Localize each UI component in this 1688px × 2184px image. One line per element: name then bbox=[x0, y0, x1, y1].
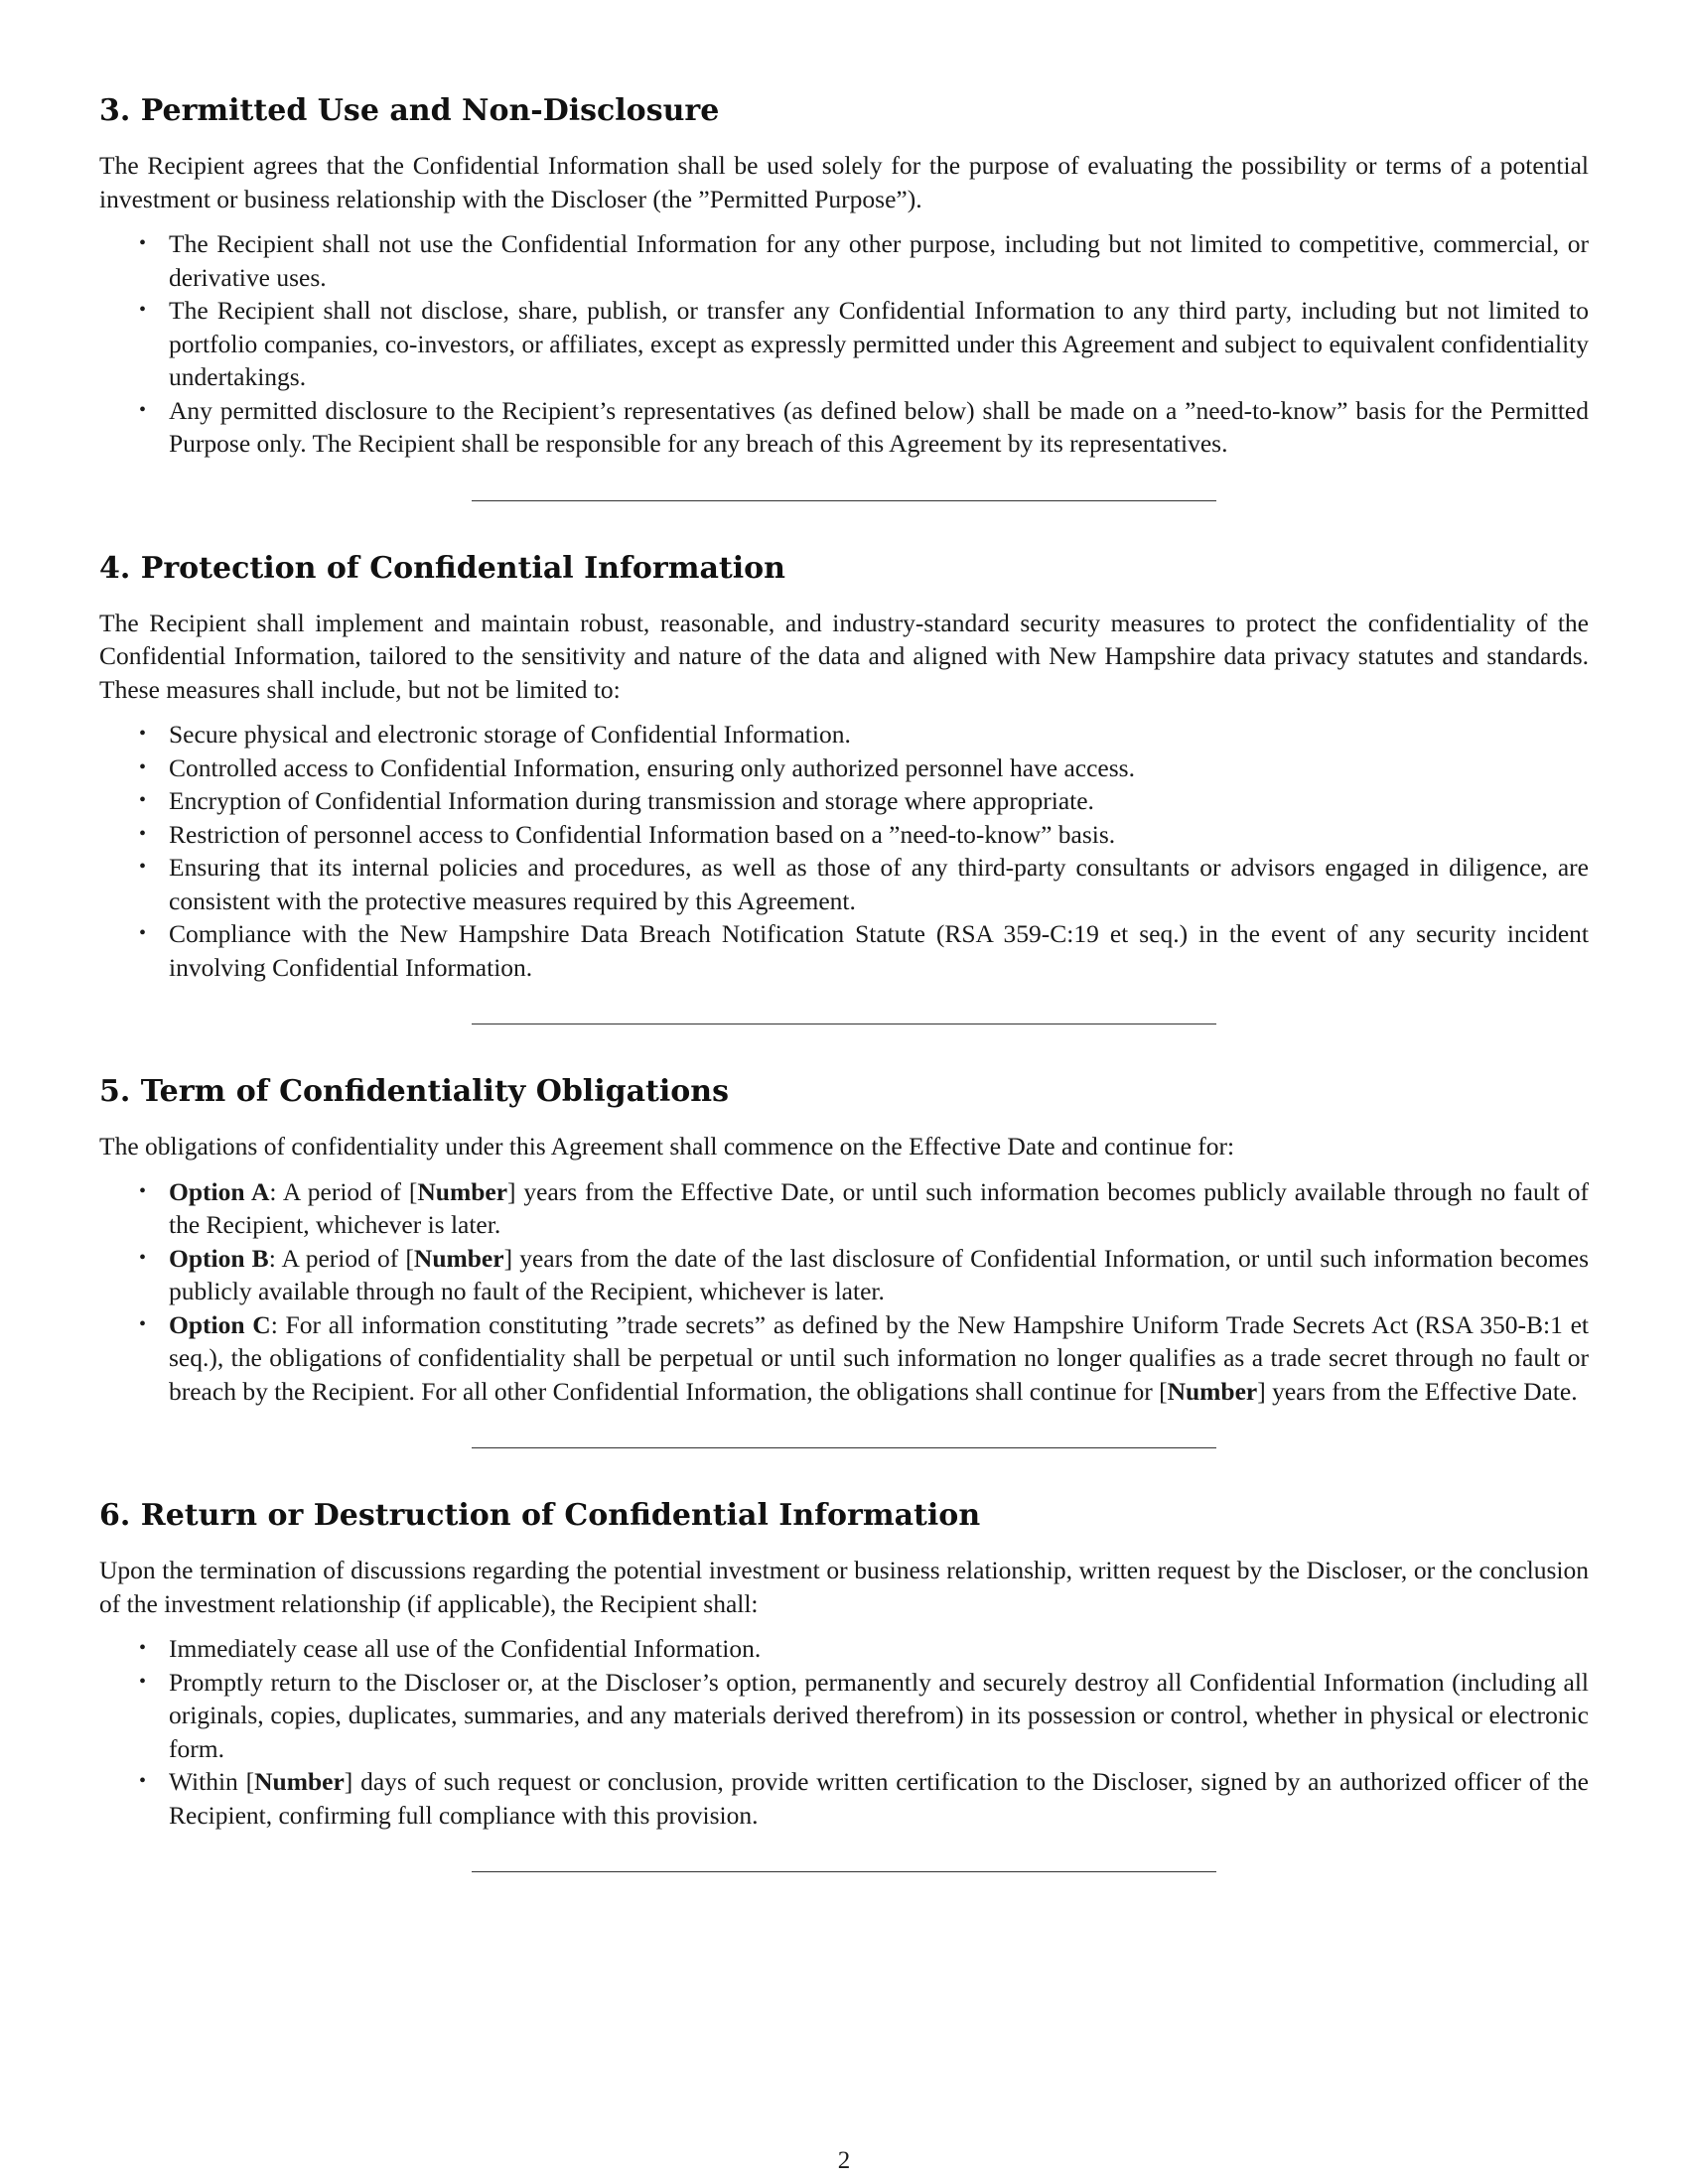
list-item bbox=[99, 227, 1589, 294]
option-text: ] years from the Effective Date. bbox=[1257, 1376, 1578, 1406]
list-item bbox=[99, 751, 1589, 785]
bullet-list bbox=[99, 1175, 1589, 1409]
bullet-icon: • bbox=[139, 398, 147, 421]
horizontal-rule bbox=[472, 1871, 1216, 1872]
list-item-text: Immediately cease all use of the Confidential Information. bbox=[169, 1634, 762, 1663]
list-item bbox=[99, 851, 1589, 917]
section-intro: The obligations of confidentiality under this Agreement shall commence on the Effective Date and continue for: bbox=[99, 1132, 1235, 1160]
list-item-text: Within [ bbox=[169, 1767, 255, 1796]
option-item bbox=[99, 1175, 1589, 1242]
option-item bbox=[99, 1308, 1589, 1409]
section-heading: 5. Term of Confidentiality Obligations bbox=[99, 1074, 729, 1109]
option-label: Option A bbox=[169, 1176, 270, 1206]
list-item-text: Secure physical and electronic storage of Confidential Information. bbox=[169, 720, 851, 749]
list-item bbox=[99, 1765, 1589, 1832]
list-item-text: ] days of such request or conclusion, provide written certification to the Discloser, signed by an authorized officer of the Recipient, confirming full compliance with this provision. bbox=[169, 1767, 1590, 1830]
list-item-text: The Recipient shall not disclose, share, publish, or transfer any Confidential Information to any third party, including but not limited to portfolio companies, co-investors, or affiliates, except as expressly permitted under this Agreement and subject to equivalent confidentiality undertakings. bbox=[169, 296, 1589, 391]
option-text: ] years from the Effective Date, or until such information becomes publicly available through no fault of the Recipient, whichever is later. bbox=[169, 1176, 1589, 1239]
section-heading: 3. Permitted Use and Non-Disclosure bbox=[99, 93, 720, 128]
list-item bbox=[99, 818, 1589, 852]
bullet-icon: • bbox=[139, 1637, 147, 1659]
option-item bbox=[99, 1242, 1589, 1308]
bullet-icon: • bbox=[139, 789, 147, 811]
list-item bbox=[99, 394, 1589, 461]
section-4 bbox=[99, 549, 1589, 985]
list-item bbox=[99, 917, 1589, 984]
list-item-text: Promptly return to the Discloser or, at the Discloser’s option, permanently and securely destroy all Confidential Information (including all originals, copies, duplicates, summaries, and any materials derived therefrom) in its possession or control, whether in physical or electronic form. bbox=[169, 1667, 1589, 1763]
bullet-icon: • bbox=[139, 1770, 147, 1792]
bullet-icon: • bbox=[139, 755, 147, 778]
bullet-icon: • bbox=[139, 856, 147, 878]
bullet-icon: • bbox=[139, 922, 147, 944]
section-heading: 6. Return or Destruction of Confidential Information bbox=[99, 1498, 981, 1533]
list-item-text: The Recipient shall not use the Confidential Information for any other purpose, including but not limited to competitive, commercial, or derivative uses. bbox=[169, 229, 1589, 292]
list-item bbox=[99, 1666, 1589, 1766]
option-text: : A period of [ bbox=[268, 1243, 414, 1273]
section-intro: Upon the termination of discussions regarding the potential investment or business relationship, written request by the Discloser, or the conclusion of the investment relationship (if applicable), the Recipient shall: bbox=[99, 1556, 1589, 1618]
list-item bbox=[99, 1632, 1589, 1666]
page-number: 2 bbox=[837, 2147, 851, 2174]
bullet-list bbox=[99, 1632, 1589, 1832]
bullet-icon: • bbox=[139, 723, 147, 745]
section-6 bbox=[99, 1496, 1589, 1832]
list-item-text: Any permitted disclosure to the Recipient’s representatives (as defined below) shall be made on a ”need-to-know” basis for the Permitted Purpose only. The Recipient shall be responsible for any breach of this Agreement by its representatives. bbox=[169, 395, 1589, 458]
list-item-text: Controlled access to Confidential Information, ensuring only authorized personnel have access. bbox=[169, 752, 1135, 782]
list-item-text: Ensuring that its internal policies and procedures, as well as those of any third-party consultants or advisors engaged in diligence, are consistent with the protective measures required by this Agreement. bbox=[169, 853, 1589, 915]
number-placeholder: Number bbox=[413, 1243, 504, 1273]
list-item-text: Encryption of Confidential Information during transmission and storage where appropriate. bbox=[169, 786, 1094, 815]
list-item-text: Restriction of personnel access to Confidential Information based on a ”need-to-know” basis. bbox=[169, 819, 1116, 849]
list-item-text: Compliance with the New Hampshire Data Breach Notification Statute (RSA 359-C:19 et seq.) in the event of any security incident involving Confidential Information. bbox=[169, 919, 1589, 982]
section-intro: The Recipient agrees that the Confidential Information shall be used solely for the purpose of evaluating the possibility or terms of a potential investment or business relationship with the Discloser (the ”Permitted Purpose”). bbox=[99, 151, 1589, 213]
bullet-icon: • bbox=[139, 1670, 147, 1693]
bullet-icon: • bbox=[139, 1312, 147, 1335]
option-label: Option C bbox=[169, 1309, 271, 1339]
number-placeholder: Number bbox=[417, 1176, 508, 1206]
section-3 bbox=[99, 91, 1589, 461]
document-page bbox=[99, 91, 1589, 1872]
horizontal-rule bbox=[472, 500, 1216, 501]
bullet-icon: • bbox=[139, 232, 147, 254]
option-text: ] years from the date of the last disclosure of Confidential Information, or until such information becomes publicly available through no fault of the Recipient, whichever is later. bbox=[169, 1243, 1589, 1305]
option-label: Option B bbox=[169, 1243, 269, 1273]
bullet-list bbox=[99, 718, 1589, 984]
option-text: : For all information constituting ”trade secrets” as defined by the New Hampshire Uniform Trade Secrets Act (RSA 350-B:1 et seq.), the obligations of confidentiality shall be perpetual or until such information no longer qualifies as a trade secret through no fault or breach by the Recipient. For all other Confidential Information, the obligations shall continue for [ bbox=[169, 1309, 1589, 1406]
section-5 bbox=[99, 1072, 1589, 1408]
section-heading: 4. Protection of Confidential Information bbox=[99, 550, 785, 586]
bullet-list bbox=[99, 227, 1589, 461]
list-item bbox=[99, 718, 1589, 751]
bullet-icon: • bbox=[139, 299, 147, 321]
section-intro: The Recipient shall implement and maintain robust, reasonable, and industry-standard security measures to protect the confidentiality of the Confidential Information, tailored to the sensitivity and nature of the data and aligned with New Hampshire data privacy statutes and standards. These measures shall include, but not be limited to: bbox=[99, 608, 1589, 704]
horizontal-rule bbox=[472, 1447, 1216, 1448]
number-placeholder: Number bbox=[254, 1767, 345, 1796]
list-item bbox=[99, 294, 1589, 394]
option-text: : A period of [ bbox=[269, 1176, 418, 1206]
bullet-icon: • bbox=[139, 1179, 147, 1202]
bullet-icon: • bbox=[139, 822, 147, 845]
bullet-icon: • bbox=[139, 1246, 147, 1269]
number-placeholder: Number bbox=[1167, 1376, 1258, 1406]
list-item bbox=[99, 784, 1589, 818]
